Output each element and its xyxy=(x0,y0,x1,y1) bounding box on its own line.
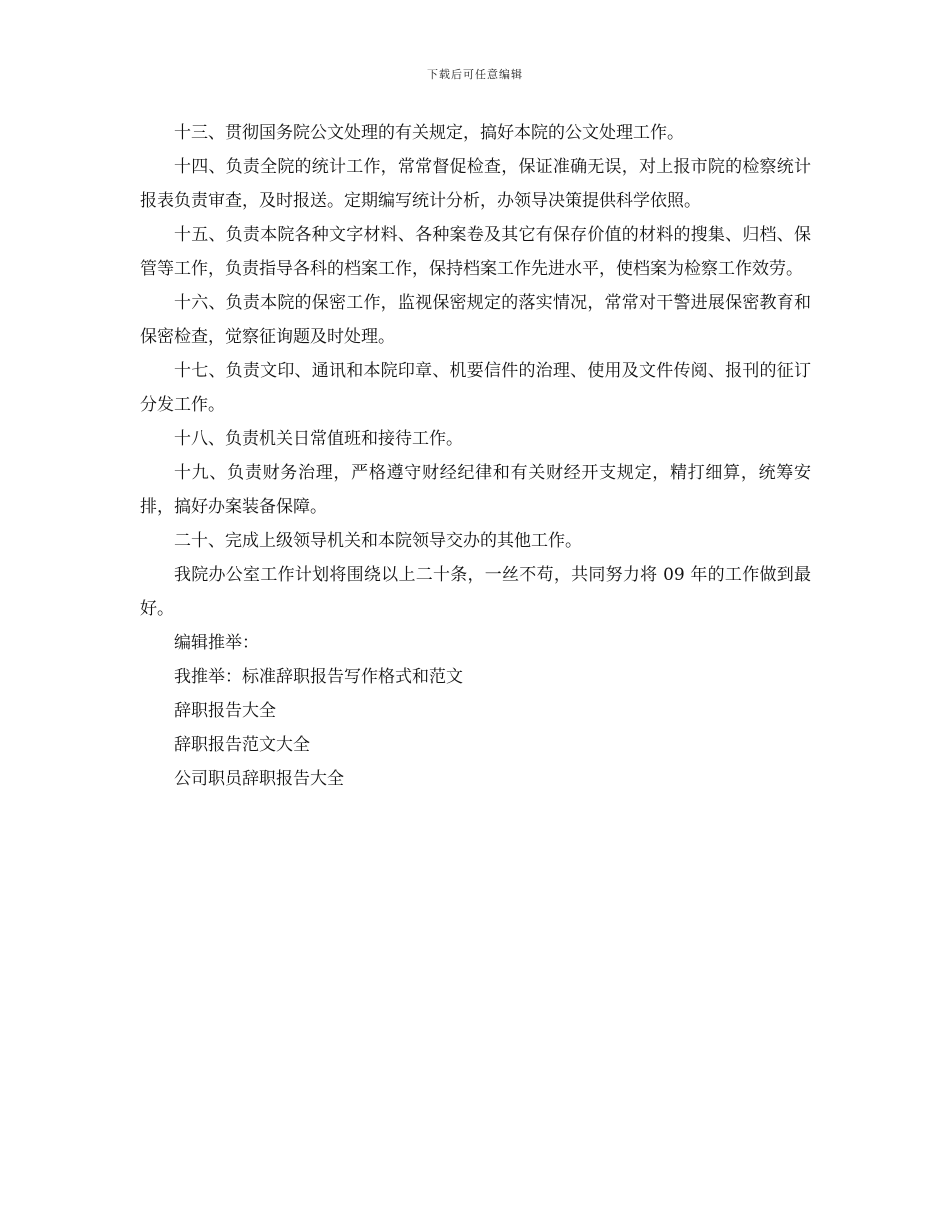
paragraph-conclusion: 我院办公室工作计划将围绕以上二十条，一丝不苟，共同努力将 09 年的工作做到最好。 xyxy=(140,565,811,619)
page-header: 下载后可任意编辑 xyxy=(427,68,523,81)
recommend-link-3[interactable]: 辞职报告范文大全 xyxy=(174,735,310,755)
paragraph-17: 十七、负责文印、通讯和本院印章、机要信件的治理、使用及文件传阅、报刊的征订分发工作。 xyxy=(140,361,811,415)
paragraph-20: 二十、完成上级领导机关和本院领导交办的其他工作。 xyxy=(174,531,582,551)
editor-recommend-heading: 编辑推举： xyxy=(174,633,259,653)
paragraph-14: 十四、负责全院的统计工作，常常督促检查，保证准确无误，对上报市院的检察统计报表负责审查，及时报送。定期编写统计分析，办领导决策提供科学依照。 xyxy=(140,157,811,211)
document-body xyxy=(140,116,811,796)
recommend-link-4[interactable]: 公司职员辞职报告大全 xyxy=(174,769,344,789)
paragraph-16: 十六、负责本院的保密工作，监视保密规定的落实情况，常常对干警进展保密教育和保密检查，觉察征询题及时处理。 xyxy=(140,293,811,347)
recommend-link-2[interactable]: 辞职报告大全 xyxy=(174,701,276,721)
paragraph-15: 十五、负责本院各种文字材料、各种案卷及其它有保存价值的材料的搜集、归档、保管等工作，负责指导各科的档案工作，保持档案工作先进水平，使档案为检察工作效劳。 xyxy=(140,225,811,279)
paragraph-13: 十三、贯彻国务院公文处理的有关规定，搞好本院的公文处理工作。 xyxy=(174,123,684,143)
paragraph-18: 十八、负责机关日常值班和接待工作。 xyxy=(174,429,463,449)
recommend-link-1[interactable]: 我推举：标准辞职报告写作格式和范文 xyxy=(174,667,463,687)
paragraph-19: 十九、负责财务治理，严格遵守财经纪律和有关财经开支规定，精打细算，统筹安排，搞好办案装备保障。 xyxy=(140,463,811,517)
